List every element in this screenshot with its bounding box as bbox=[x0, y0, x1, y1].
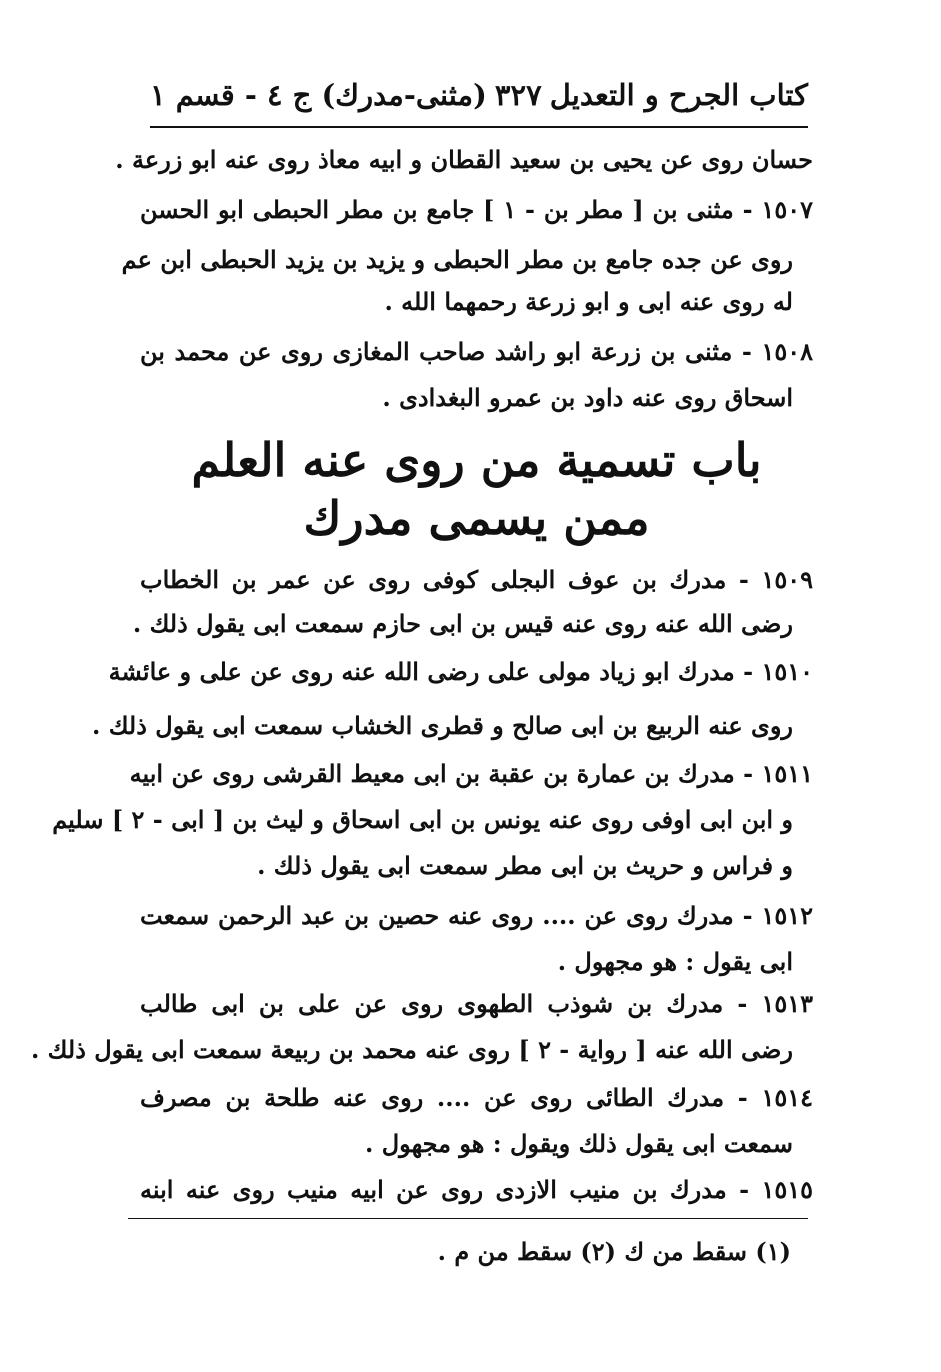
entry-1508-line: ١٥٠٨ - مثنى بن زرعة ابو راشد صاحب المغازى روى عن محمد بن bbox=[140, 337, 813, 366]
header-page-number: ٣٢٧ bbox=[494, 78, 542, 112]
entry-1515-line: ١٥١٥ - مدرك بن منيب الازدى روى عن ابيه منيب روى عنه ابنه bbox=[140, 1175, 813, 1204]
page-header bbox=[150, 70, 808, 120]
text-line: اسحاق روى عنه داود بن عمرو البغدادى . bbox=[382, 383, 793, 412]
footnote-rule bbox=[128, 1218, 808, 1219]
footnote: (١) سقط من ك (٢) سقط من م . bbox=[437, 1237, 791, 1266]
text-line: حسان روى عن يحيى بن سعيد القطان و ابيه معاذ روى عنه ابو زرعة . bbox=[115, 145, 813, 174]
entry-1513-line: ١٥١٣ - مدرك بن شوذب الطهوى روى عن على بن ابى طالب bbox=[140, 989, 813, 1018]
header-book-title: كتاب الجرح و التعديل bbox=[549, 78, 808, 112]
chapter-title: باب تسمية من روى عنه العلم bbox=[191, 433, 762, 487]
entry-1512-line: ١٥١٢ - مدرك روى عن .... روى عنه حصين بن عبد الرحمن سمعت bbox=[140, 901, 813, 930]
text-line: سمعت ابى يقول ذلك ويقول : هو مجهول . bbox=[365, 1129, 793, 1158]
text-line: له روى عنه ابى و ابو زرعة رحمهما الله . bbox=[384, 287, 793, 316]
chapter-subtitle: ممن يسمى مدرك bbox=[303, 491, 650, 545]
text-line: روى عنه الربيع بن ابى صالح و قطرى الخشاب سمعت ابى يقول ذلك . bbox=[91, 711, 793, 740]
entry-1514-line: ١٥١٤ - مدرك الطائى روى عن .... روى عنه طلحة بن مصرف bbox=[140, 1083, 813, 1112]
text-line: روى عن جده جامع بن مطر الحبطى و يزيد بن يزيد الحبطى ابن عم bbox=[121, 245, 793, 274]
text-line: رضى الله عنه [ رواية - ٢ ] روى عنه محمد بن ربيعة سمعت ابى يقول ذلك . bbox=[30, 1035, 793, 1064]
text-line: و فراس و حريث بن ابى مطر سمعت ابى يقول ذلك . bbox=[257, 851, 793, 880]
text-line: ابى يقول : هو مجهول . bbox=[557, 947, 793, 976]
entry-1510-line: ١٥١٠ - مدرك ابو زياد مولى على رضى الله عنه روى عن على و عائشة bbox=[108, 657, 813, 686]
entry-1509-line: ١٥٠٩ - مدرك بن عوف البجلى كوفى روى عن عمر بن الخطاب bbox=[140, 565, 813, 594]
entry-1507-line: ١٥٠٧ - مثنى بن [ مطر بن - ١ ] جامع بن مطر الحبطى ابو الحسن bbox=[140, 195, 813, 224]
text-line: و ابن ابى اوفى روى عنه يونس بن ابى اسحاق و ليث بن [ ابى - ٢ ] سليم bbox=[52, 805, 793, 834]
header-section: (مثنى-مدرك) ج ٤ - قسم ١ bbox=[150, 78, 487, 112]
text-line: رضى الله عنه روى عنه قيس بن ابى حازم سمعت ابى يقول ذلك . bbox=[132, 609, 793, 638]
entry-1511-line: ١٥١١ - مدرك بن عمارة بن عقبة بن ابى معيط القرشى روى عن ابيه bbox=[129, 759, 813, 788]
header-rule bbox=[150, 126, 808, 128]
